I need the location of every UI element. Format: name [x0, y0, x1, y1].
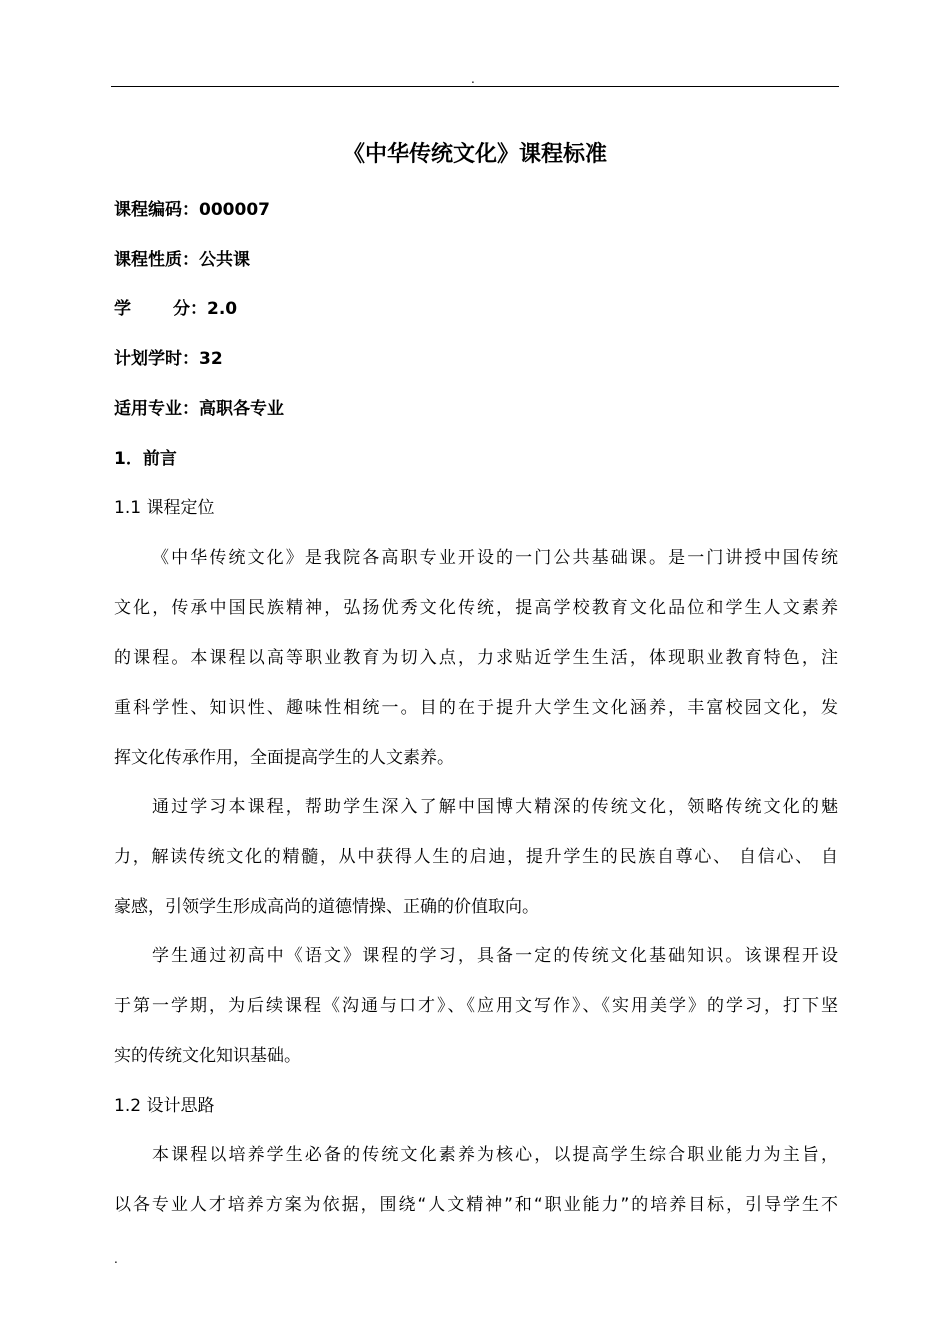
course-hours-value: 32: [199, 349, 223, 369]
paragraph-line: 力，解读传统文化的精髓，从中获得人生的启迪，提升学生的民族自尊心、 自信心、 自: [114, 847, 838, 867]
paragraph-design-1: [114, 1130, 838, 1230]
course-hours-line: [114, 347, 223, 371]
paragraph-line: 豪感，引领学生形成高尚的道德情操、正确的价值取向。: [114, 897, 539, 917]
subsection-heading-design: 1.2 设计思路: [114, 1096, 215, 1116]
course-hours-label: 计划学时：: [114, 349, 199, 369]
paragraph-positioning-1: [114, 533, 838, 783]
footer-mark: .: [114, 1252, 118, 1266]
paragraph-positioning-2: [114, 782, 838, 932]
course-nature-value: 公共课: [199, 250, 250, 270]
paragraph-line: 学生通过初高中《语文》课程的学习，具备一定的传统文化基础知识。该课程开设: [152, 946, 838, 966]
header-mark: .: [471, 72, 475, 86]
course-credit-line: [114, 297, 237, 321]
paragraph-line: 实的传统文化知识基础。: [114, 1046, 301, 1066]
course-majors-label: 适用专业：: [114, 399, 199, 419]
course-nature-line: [114, 248, 250, 272]
course-nature-label: 课程性质：: [114, 250, 199, 270]
paragraph-line: 的课程。本课程以高等职业教育为切入点，力求贴近学生生活，体现职业教育特色，注: [114, 648, 838, 668]
paragraph-positioning-3: [114, 931, 838, 1081]
paragraph-line: 通过学习本课程，帮助学生深入了解中国博大精深的传统文化，领略传统文化的魅: [152, 797, 838, 817]
section-heading-preface: 1．前言: [114, 449, 177, 469]
course-code-label: 课程编码：: [114, 200, 199, 220]
paragraph-line: 挥文化传承作用，全面提高学生的人文素养。: [114, 748, 454, 768]
paragraph-line: 重科学性、知识性、趣味性相统一。目的在于提升大学生文化涵养，丰富校园文化，发: [114, 698, 838, 718]
paragraph-line: 本课程以培养学生必备的传统文化素养为核心，以提高学生综合职业能力为主旨，: [152, 1145, 838, 1165]
course-code-value: 000007: [199, 200, 270, 220]
paragraph-line: 以各专业人才培养方案为依据，围绕“人文精神”和“职业能力”的培养目标，引导学生不: [114, 1195, 838, 1215]
course-credit-colon: ：: [190, 299, 207, 319]
course-majors-line: [114, 397, 284, 421]
course-code-line: [114, 198, 270, 222]
paragraph-line: 于第一学期，为后续课程《沟通与口才》、《应用文写作》、《实用美学》的学习，打下坚: [114, 996, 838, 1016]
subsection-heading-positioning: 1.1 课程定位: [114, 498, 215, 518]
course-credit-value: 2.0: [207, 299, 238, 319]
paragraph-line: 文化，传承中国民族精神，弘扬优秀文化传统，提高学校教育文化品位和学生人文素养: [114, 598, 838, 618]
course-majors-value: 高职各专业: [199, 399, 284, 419]
page-title: 《中华传统文化》课程标准: [342, 142, 607, 167]
header-rule: [111, 86, 839, 87]
paragraph-line: 《中华传统文化》是我院各高职专业开设的一门公共基础课。是一门讲授中国传统: [152, 548, 838, 568]
course-credit-label: 学分: [114, 299, 190, 319]
